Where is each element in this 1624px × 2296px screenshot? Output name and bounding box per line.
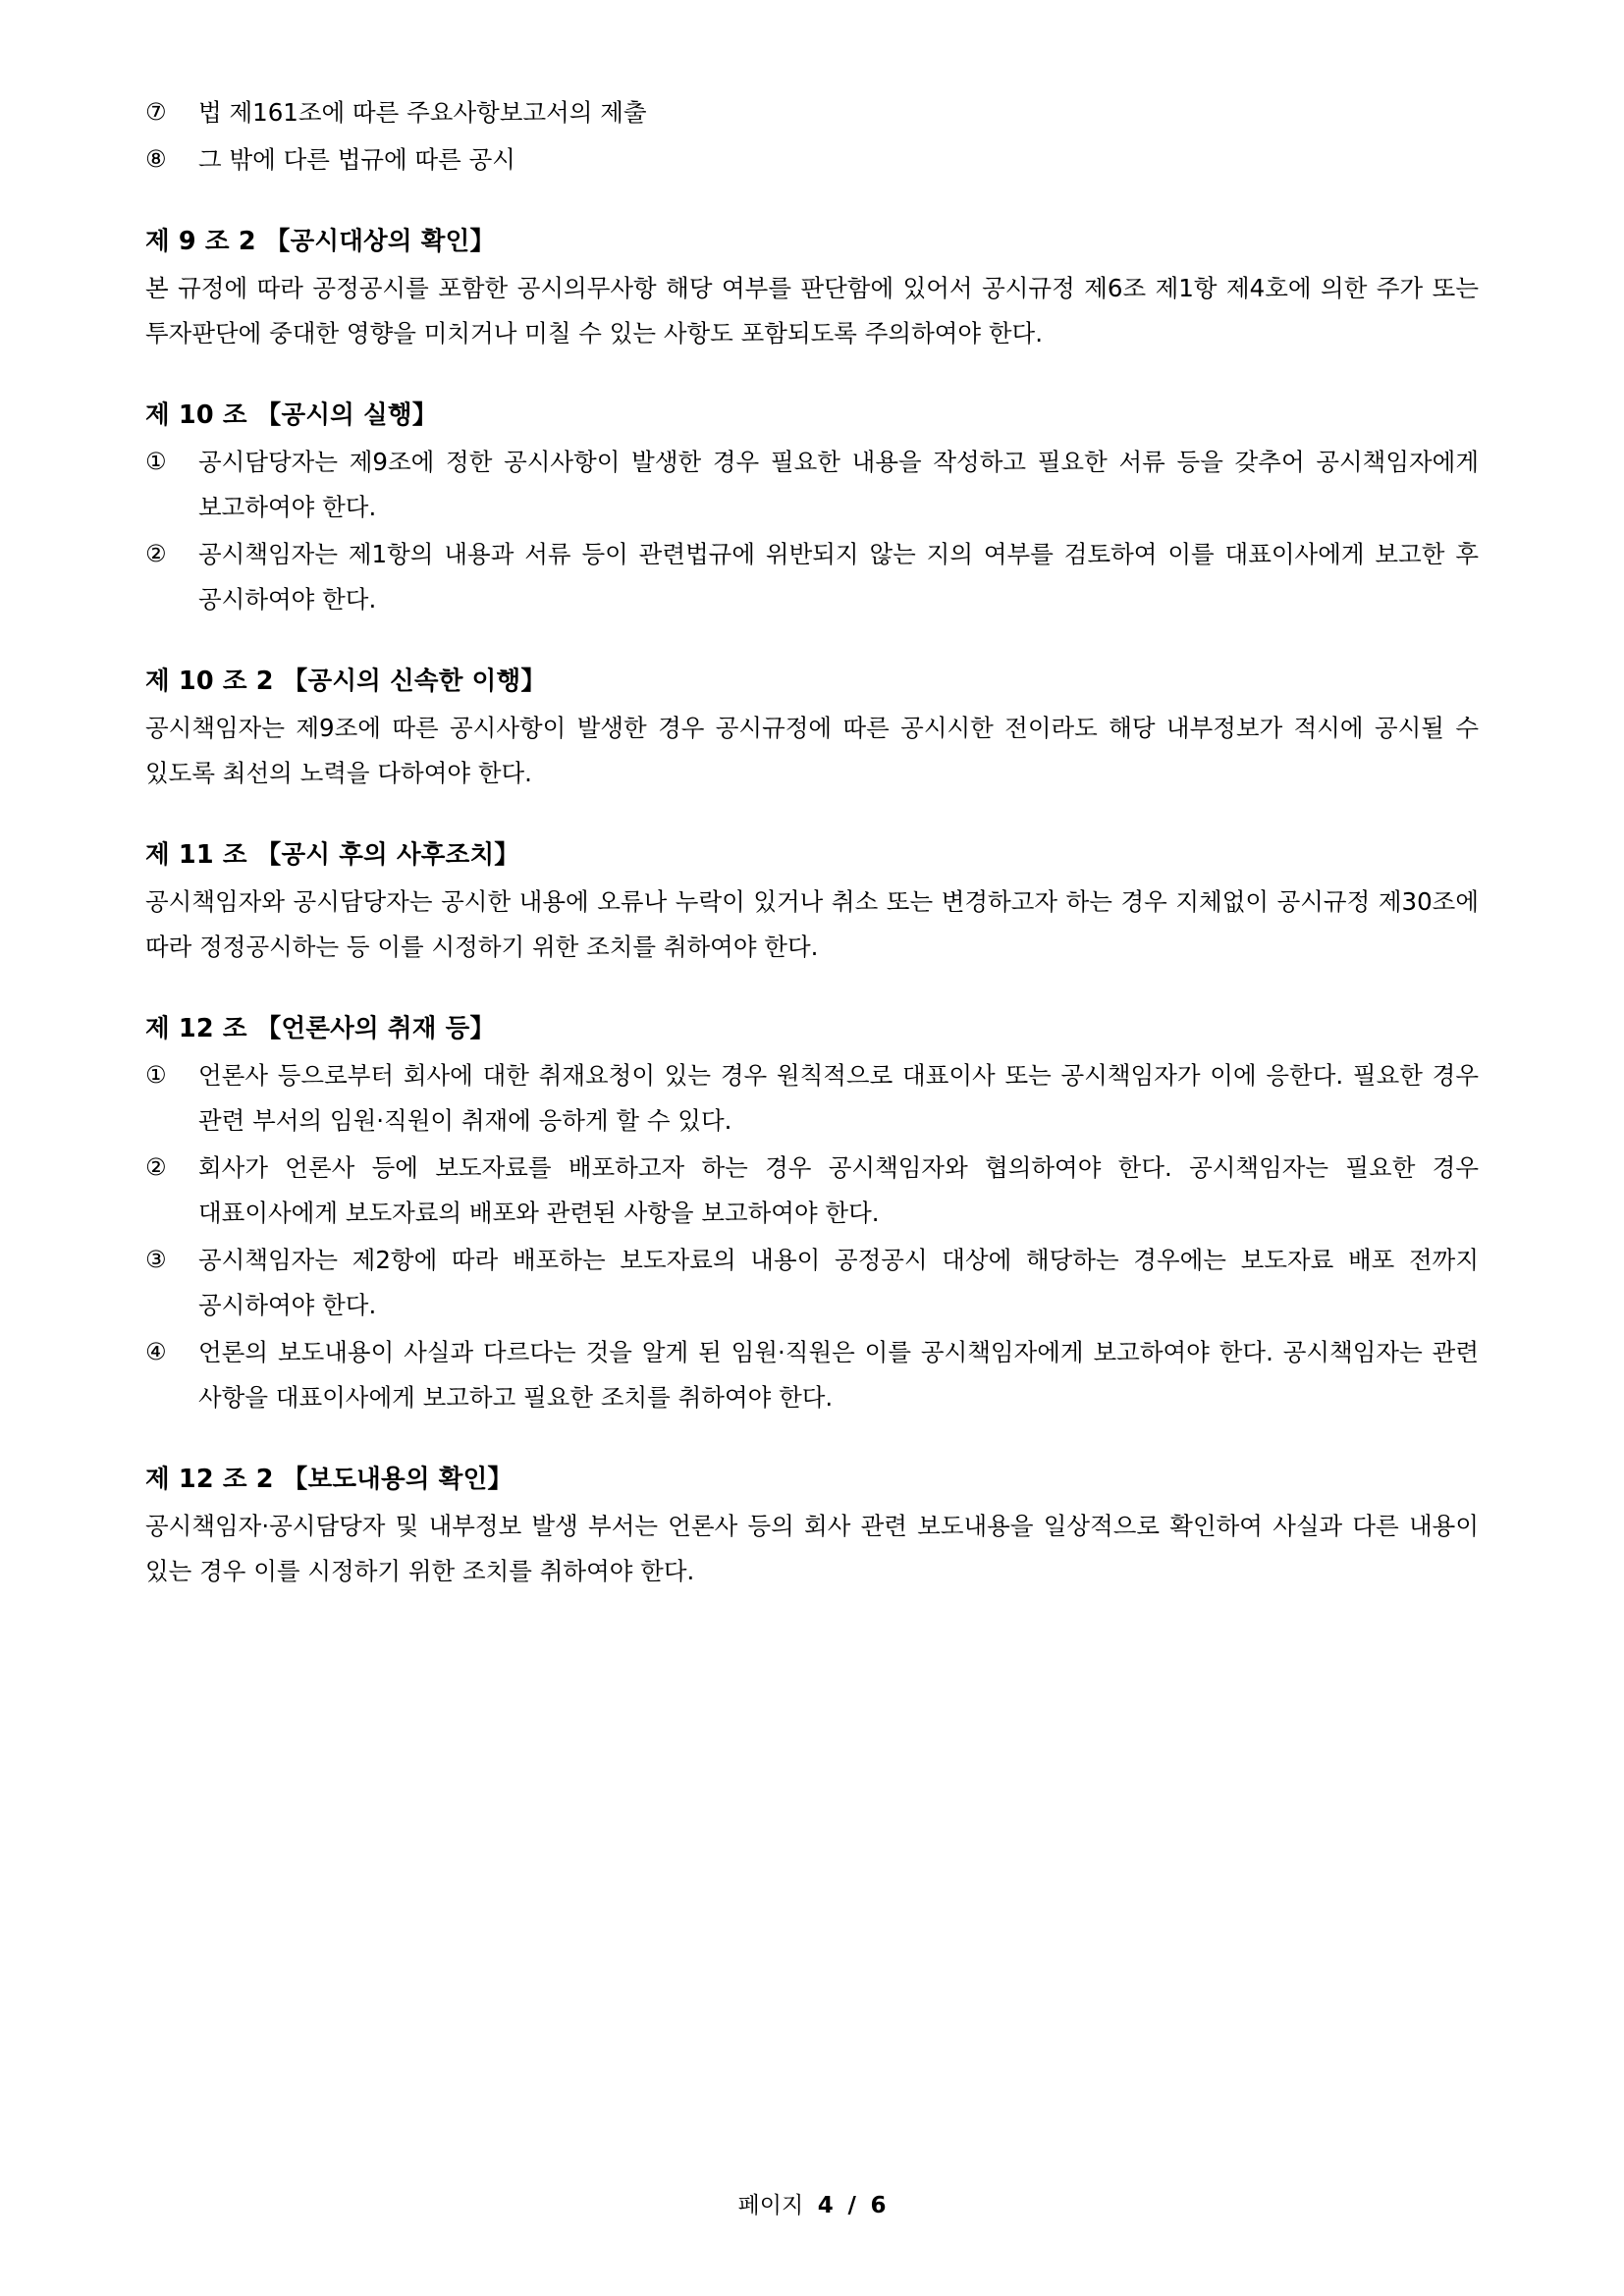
footer-current-page: 4 xyxy=(817,2193,834,2218)
section-article-10 xyxy=(145,396,1479,622)
list-marker: ① xyxy=(145,1060,167,1089)
list-marker: ② xyxy=(145,539,167,567)
list-item-text: 회사가 언론사 등에 보도자료를 배포하고자 하는 경우 공시책임자와 협의하여야 한다. 공시책임자는 필요한 경우 대표이사에게 보도자료의 배포와 관련된 사항을 보고하여야 한다. xyxy=(198,1152,1479,1227)
section-article-11 xyxy=(145,835,1479,970)
list-marker: ② xyxy=(145,1152,167,1181)
article-paragraph: 공시책임자와 공시담당자는 공시한 내용에 오류나 누락이 있거나 취소 또는 변경하고자 하는 경우 지체없이 공시규정 제30조에 따라 정정공시하는 등 이를 시정하기 위한 조치를 취하여야 한다. xyxy=(145,886,1479,961)
article-heading: 제 12 조 【언론사의 취재 등】 xyxy=(145,1013,496,1043)
list-marker: ⑧ xyxy=(145,145,167,174)
list-item xyxy=(145,1238,1479,1328)
article-list xyxy=(145,1053,1479,1420)
list-marker: ④ xyxy=(145,1337,167,1365)
article-heading: 제 11 조 【공시 후의 사후조치】 xyxy=(145,839,520,870)
page-footer xyxy=(0,2187,1624,2219)
list-item xyxy=(145,1053,1479,1144)
article-list xyxy=(145,440,1479,622)
list-item-text: 공시책임자는 제2항에 따라 배포하는 보도자료의 내용이 공정공시 대상에 해당하는 경우에는 보도자료 배포 전까지 공시하여야 한다. xyxy=(198,1245,1479,1319)
document-body xyxy=(145,90,1479,1594)
list-marker: ⑦ xyxy=(145,98,167,126)
section-article-12-2 xyxy=(145,1460,1479,1594)
footer-separator: / xyxy=(847,2193,856,2218)
list-marker: ① xyxy=(145,447,167,475)
article-heading: 제 12 조 2 【보도내용의 확인】 xyxy=(145,1464,514,1494)
continuation-list xyxy=(145,90,1479,183)
list-item xyxy=(145,1330,1479,1420)
list-item-text: 법 제161조에 따른 주요사항보고서의 제출 xyxy=(198,98,647,127)
list-item-text: 공시담당자는 제9조에 정한 공시사항이 발생한 경우 필요한 내용을 작성하고 필요한 서류 등을 갖추어 공시책임자에게 보고하여야 한다. xyxy=(198,447,1479,521)
footer-label: 페이지 xyxy=(737,2193,804,2218)
section-article-9-2 xyxy=(145,222,1479,356)
section-article-10-2 xyxy=(145,662,1479,796)
list-item-text: 언론사 등으로부터 회사에 대한 취재요청이 있는 경우 원칙적으로 대표이사 또는 공시책임자가 이에 응한다. 필요한 경우 관련 부서의 임원·직원이 취재에 응하게 할 수 있다. xyxy=(198,1060,1479,1135)
list-item xyxy=(145,440,1479,530)
list-item xyxy=(145,137,1479,183)
list-item-text: 언론의 보도내용이 사실과 다르다는 것을 알게 된 임원·직원은 이를 공시책임자에게 보고하여야 한다. 공시책임자는 관련 사항을 대표이사에게 보고하고 필요한 조치를 취하여야 한다. xyxy=(198,1337,1479,1412)
article-heading: 제 9 조 2 【공시대상의 확인】 xyxy=(145,227,496,257)
footer-total-pages: 6 xyxy=(870,2193,887,2218)
article-heading: 제 10 조 2 【공시의 신속한 이행】 xyxy=(145,666,547,696)
section-article-12 xyxy=(145,1009,1479,1420)
article-paragraph: 공시책임자는 제9조에 따른 공시사항이 발생한 경우 공시규정에 따른 공시시한 전이라도 해당 내부정보가 적시에 공시될 수 있도록 최선의 노력을 다하여야 한다. xyxy=(145,713,1479,787)
article-heading: 제 10 조 【공시의 실행】 xyxy=(145,400,438,430)
article-paragraph: 공시책임자·공시담당자 및 내부정보 발생 부서는 언론사 등의 회사 관련 보도내용을 일상적으로 확인하여 사실과 다른 내용이 있는 경우 이를 시정하기 위한 조치를 취하여야 한다. xyxy=(145,1511,1479,1585)
list-item xyxy=(145,532,1479,622)
list-item xyxy=(145,1146,1479,1236)
list-item xyxy=(145,90,1479,135)
list-marker: ③ xyxy=(145,1245,167,1273)
list-item-text: 공시책임자는 제1항의 내용과 서류 등이 관련법규에 위반되지 않는 지의 여부를 검토하여 이를 대표이사에게 보고한 후 공시하여야 한다. xyxy=(198,539,1479,614)
article-paragraph: 본 규정에 따라 공정공시를 포함한 공시의무사항 해당 여부를 판단함에 있어서 공시규정 제6조 제1항 제4호에 의한 주가 또는 투자판단에 중대한 영향을 미치거나 미칠 수 있는 사항도 포함되도록 주의하여야 한다. xyxy=(145,273,1479,347)
list-item-text: 그 밖에 다른 법규에 따른 공시 xyxy=(198,145,515,175)
